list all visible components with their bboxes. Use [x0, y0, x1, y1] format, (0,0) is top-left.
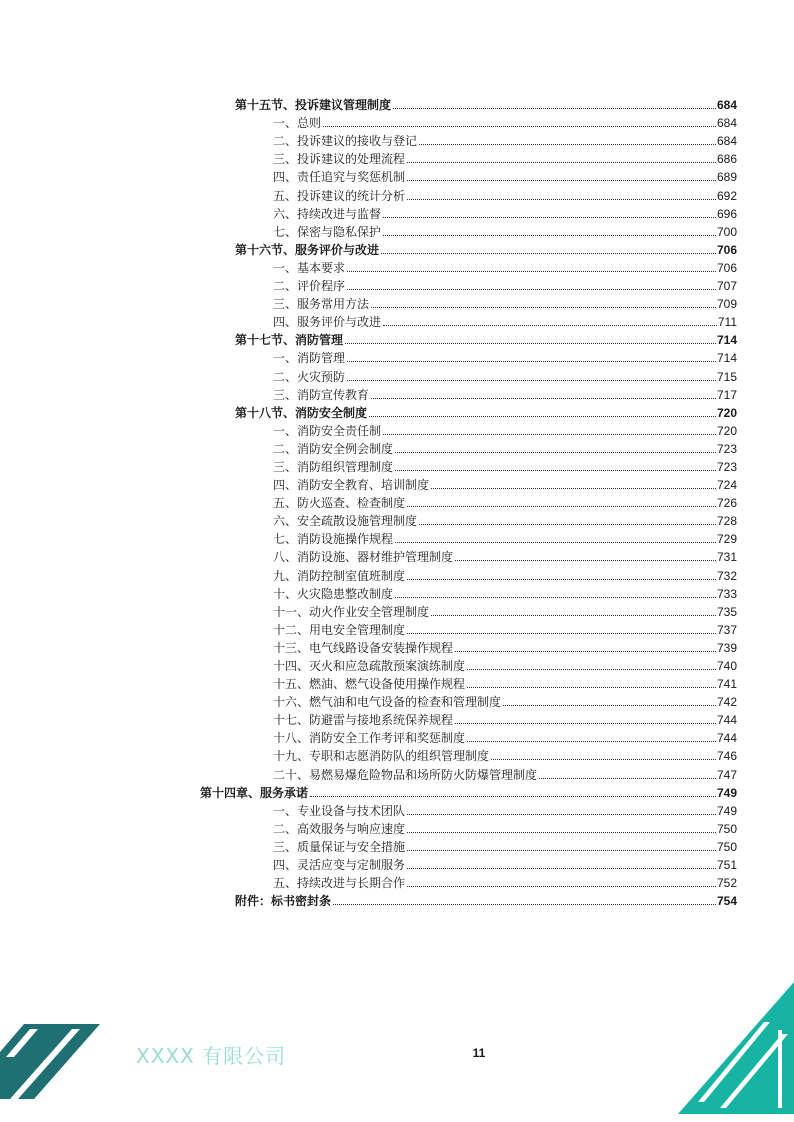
- toc-entry-page: 692: [716, 188, 737, 203]
- toc-entry-item[interactable]: [0, 745, 794, 763]
- toc-entry-item[interactable]: [0, 655, 794, 673]
- footer-left-decoration: [0, 1024, 100, 1099]
- toc-entry-page: 723: [716, 441, 737, 456]
- toc-entry-title: 二、高效服务与响应速度: [273, 821, 406, 836]
- toc-dot-leader: [503, 705, 716, 706]
- table-of-contents: [0, 94, 794, 908]
- toc-entry-title: 四、责任追究与奖惩机制: [273, 170, 406, 185]
- toc-entry-title: 一、总则: [273, 116, 322, 131]
- toc-entry-title: 十五、燃油、燃气设备使用操作规程: [273, 677, 466, 692]
- toc-dot-leader: [407, 162, 716, 163]
- toc-entry-title: 二、投诉建议的接收与登记: [273, 134, 418, 149]
- toc-entry-item[interactable]: [0, 347, 794, 365]
- toc-entry-page: 684: [716, 116, 737, 131]
- toc-dot-leader: [310, 796, 716, 797]
- toc-entry-item[interactable]: [0, 293, 794, 311]
- toc-entry-title: 三、消防宣传教育: [273, 387, 370, 402]
- toc-dot-leader: [407, 850, 716, 851]
- toc-entry-title: 四、灵活应变与定制服务: [273, 858, 406, 873]
- toc-entry-title: 六、持续改进与监督: [273, 206, 382, 221]
- footer-right-outline: [778, 1030, 782, 1108]
- toc-entry-title: 七、消防设施操作规程: [273, 532, 394, 547]
- toc-dot-leader: [369, 416, 716, 417]
- toc-entry-title: 十八、消防安全工作考评和奖惩制度: [273, 731, 466, 746]
- toc-dot-leader: [407, 832, 716, 833]
- toc-entry-page: 744: [716, 731, 737, 746]
- toc-entry-page: 720: [716, 405, 737, 420]
- toc-entry-page: 731: [716, 550, 737, 565]
- toc-entry-title: 二、消防安全例会制度: [273, 441, 394, 456]
- toc-dot-leader: [419, 524, 716, 525]
- toc-entry-page: 744: [716, 713, 737, 728]
- toc-entry-page: 686: [716, 152, 737, 167]
- toc-dot-leader: [467, 741, 716, 742]
- toc-dot-leader: [407, 814, 716, 815]
- toc-entry-page: 714: [716, 333, 737, 348]
- toc-entry-page: 684: [716, 98, 737, 113]
- toc-entry-title: 三、投诉建议的处理流程: [273, 152, 406, 167]
- toc-entry-section[interactable]: [0, 402, 794, 420]
- toc-entry-title: 二十、易燃易爆危险物品和场所防火防爆管理制度: [273, 767, 538, 782]
- toc-entry-title: 一、消防管理: [273, 351, 346, 366]
- toc-entry-title: 十七、防避雷与接地系统保养规程: [273, 713, 454, 728]
- toc-entry-section[interactable]: [0, 329, 794, 347]
- toc-entry-item[interactable]: [0, 438, 794, 456]
- toc-entry-item[interactable]: [0, 221, 794, 239]
- toc-entry-title: 第十八节、消防安全制度: [235, 405, 368, 420]
- toc-entry-item[interactable]: [0, 257, 794, 275]
- toc-entry-title: 第十四章、服务承诺: [200, 785, 309, 800]
- toc-dot-leader: [539, 778, 716, 779]
- toc-entry-title: 六、安全疏散设施管理制度: [273, 514, 418, 529]
- toc-dot-leader: [407, 199, 716, 200]
- toc-dot-leader: [323, 126, 716, 127]
- toc-entry-title: 十九、专职和志愿消防队的组织管理制度: [273, 749, 490, 764]
- toc-entry-page: 689: [716, 170, 737, 185]
- toc-entry-item[interactable]: [0, 836, 794, 854]
- toc-entry-item[interactable]: [0, 384, 794, 402]
- toc-dot-leader: [395, 452, 716, 453]
- toc-entry-page: 751: [716, 858, 737, 873]
- toc-dot-leader: [347, 361, 716, 362]
- toc-dot-leader: [393, 108, 716, 109]
- toc-entry-item[interactable]: [0, 673, 794, 691]
- toc-entry-page: 717: [716, 387, 737, 402]
- toc-entry-title: 二、火灾预防: [273, 369, 346, 384]
- toc-entry-title: 九、消防控制室值班制度: [273, 568, 406, 583]
- toc-entry-page: 723: [716, 459, 737, 474]
- toc-entry-page: 741: [716, 677, 737, 692]
- toc-entry-item[interactable]: [0, 872, 794, 890]
- toc-entry-title: 第十六节、服务评价与改进: [235, 242, 380, 257]
- toc-dot-leader: [345, 343, 716, 344]
- toc-entry-title: 三、服务常用方法: [273, 297, 370, 312]
- page-number: 11: [472, 1046, 486, 1060]
- toc-entry-item[interactable]: [0, 583, 794, 601]
- toc-dot-leader: [395, 542, 716, 543]
- toc-dot-leader: [431, 488, 716, 489]
- toc-dot-leader: [455, 723, 716, 724]
- toc-entry-page: 752: [716, 876, 737, 891]
- toc-dot-leader: [333, 904, 716, 905]
- toc-dot-leader: [381, 253, 716, 254]
- footer-right-decoration: [664, 982, 794, 1114]
- toc-entry-page: 739: [716, 640, 737, 655]
- toc-dot-leader: [419, 144, 716, 145]
- toc-entry-title: 十、火灾隐患整改制度: [273, 586, 394, 601]
- toc-entry-title: 附件：标书密封条: [235, 894, 332, 909]
- toc-entry-page: 696: [716, 206, 737, 221]
- toc-entry-page: 750: [716, 839, 737, 854]
- toc-entry-item[interactable]: [0, 691, 794, 709]
- toc-entry-title: 十二、用电安全管理制度: [273, 622, 406, 637]
- toc-dot-leader: [467, 687, 716, 688]
- toc-entry-item[interactable]: [0, 492, 794, 510]
- toc-entry-item[interactable]: [0, 148, 794, 166]
- toc-dot-leader: [383, 434, 716, 435]
- toc-dot-leader: [407, 633, 716, 634]
- toc-entry-item[interactable]: [0, 275, 794, 293]
- toc-entry-title: 十六、燃气油和电气设备的检查和管理制度: [273, 695, 502, 710]
- toc-entry-item[interactable]: [0, 619, 794, 637]
- toc-entry-item[interactable]: [0, 854, 794, 872]
- toc-entry-item[interactable]: [0, 528, 794, 546]
- toc-dot-leader: [383, 325, 717, 326]
- toc-entry-title: 三、质量保证与安全措施: [273, 839, 406, 854]
- toc-dot-leader: [371, 398, 716, 399]
- toc-dot-leader: [407, 180, 716, 181]
- toc-entry-item[interactable]: [0, 456, 794, 474]
- toc-entry-chapter[interactable]: [0, 782, 794, 800]
- toc-entry-page: 740: [716, 659, 737, 673]
- toc-entry-page: 724: [716, 478, 737, 493]
- toc-dot-leader: [455, 651, 716, 652]
- toc-entry-title: 三、消防组织管理制度: [273, 459, 394, 474]
- toc-entry-page: 700: [716, 224, 737, 239]
- toc-entry-title: 八、消防设施、器材维护管理制度: [273, 550, 454, 565]
- toc-entry-page: 709: [716, 297, 737, 312]
- toc-entry-page: 737: [716, 622, 737, 637]
- toc-entry-page: 742: [716, 695, 737, 710]
- toc-entry-title: 二、评价程序: [273, 279, 346, 294]
- toc-entry-page: 749: [716, 785, 737, 800]
- toc-entry-item[interactable]: [0, 311, 794, 329]
- company-name: XXXX 有限公司: [136, 1044, 287, 1068]
- toc-entry-item[interactable]: [0, 184, 794, 202]
- toc-entry-page: 729: [716, 532, 737, 547]
- toc-dot-leader: [431, 615, 716, 616]
- toc-dot-leader: [371, 307, 716, 308]
- toc-entry-title: 五、持续改进与长期合作: [273, 876, 406, 891]
- toc-entry-title: 五、投诉建议的统计分析: [273, 188, 406, 203]
- toc-dot-leader: [395, 597, 716, 598]
- toc-entry-title: 十四、灭火和应急疏散预案演练制度: [273, 659, 466, 673]
- toc-entry-item[interactable]: [0, 474, 794, 492]
- toc-dot-leader: [467, 669, 716, 670]
- toc-dot-leader: [407, 886, 716, 887]
- toc-entry-item[interactable]: [0, 112, 794, 130]
- toc-entry-item[interactable]: [0, 763, 794, 781]
- toc-entry-page: 726: [716, 496, 737, 511]
- toc-entry-item[interactable]: [0, 601, 794, 619]
- toc-entry-item[interactable]: [0, 727, 794, 745]
- toc-entry-title: 一、基本要求: [273, 260, 346, 275]
- toc-dot-leader: [455, 560, 716, 561]
- toc-entry-item[interactable]: [0, 818, 794, 836]
- toc-entry-page: 684: [716, 134, 737, 149]
- toc-entry-section[interactable]: [0, 239, 794, 257]
- toc-dot-leader: [347, 289, 716, 290]
- toc-dot-leader: [383, 217, 716, 218]
- toc-entry-item[interactable]: [0, 800, 794, 818]
- toc-entry-page: 715: [716, 369, 737, 384]
- toc-entry-page: 746: [716, 749, 737, 764]
- toc-entry-page: 728: [716, 514, 737, 529]
- toc-dot-leader: [491, 759, 716, 760]
- toc-dot-leader: [383, 235, 716, 236]
- toc-entry-section[interactable]: [0, 94, 794, 112]
- toc-entry-page: 711: [717, 315, 737, 330]
- toc-dot-leader: [407, 868, 716, 869]
- toc-entry-title: 五、防火巡查、检查制度: [273, 496, 406, 511]
- toc-entry-page: 706: [716, 260, 737, 275]
- toc-entry-page: 714: [716, 351, 737, 366]
- toc-entry-title: 一、消防安全责任制: [273, 423, 382, 438]
- toc-entry-page: 754: [716, 894, 737, 909]
- toc-entry-title: 十一、动火作业安全管理制度: [273, 604, 430, 619]
- toc-entry-item[interactable]: [0, 203, 794, 221]
- toc-entry-page: 733: [716, 586, 737, 601]
- toc-entry-page: 732: [716, 568, 737, 583]
- toc-entry-title: 四、服务评价与改进: [273, 315, 382, 330]
- toc-entry-item[interactable]: [0, 546, 794, 564]
- toc-entry-item[interactable]: [0, 709, 794, 727]
- toc-entry-item[interactable]: [0, 637, 794, 655]
- toc-dot-leader: [407, 506, 716, 507]
- toc-entry-page: 749: [716, 803, 737, 818]
- toc-entry-item[interactable]: [0, 420, 794, 438]
- toc-entry-page: 707: [716, 279, 737, 294]
- toc-entry-title: 第十五节、投诉建议管理制度: [235, 98, 392, 113]
- toc-entry-title: 一、专业设备与技术团队: [273, 803, 406, 818]
- toc-entry-item[interactable]: [0, 130, 794, 148]
- toc-entry-item[interactable]: [0, 365, 794, 383]
- toc-entry-page: 706: [716, 242, 737, 257]
- toc-entry-item[interactable]: [0, 510, 794, 528]
- toc-dot-leader: [395, 470, 716, 471]
- toc-dot-leader: [347, 380, 716, 381]
- toc-entry-section[interactable]: [0, 890, 794, 908]
- toc-entry-page: 747: [716, 767, 737, 782]
- toc-entry-title: 七、保密与隐私保护: [273, 224, 382, 239]
- toc-entry-title: 第十七节、消防管理: [235, 333, 344, 348]
- toc-entry-page: 750: [716, 821, 737, 836]
- toc-dot-leader: [407, 579, 716, 580]
- toc-entry-page: 720: [716, 423, 737, 438]
- toc-entry-item[interactable]: [0, 166, 794, 184]
- toc-entry-title: 十三、电气线路设备安装操作规程: [273, 640, 454, 655]
- toc-entry-title: 四、消防安全教育、培训制度: [273, 478, 430, 493]
- toc-entry-page: 735: [716, 604, 737, 619]
- toc-dot-leader: [347, 271, 716, 272]
- toc-entry-item[interactable]: [0, 564, 794, 582]
